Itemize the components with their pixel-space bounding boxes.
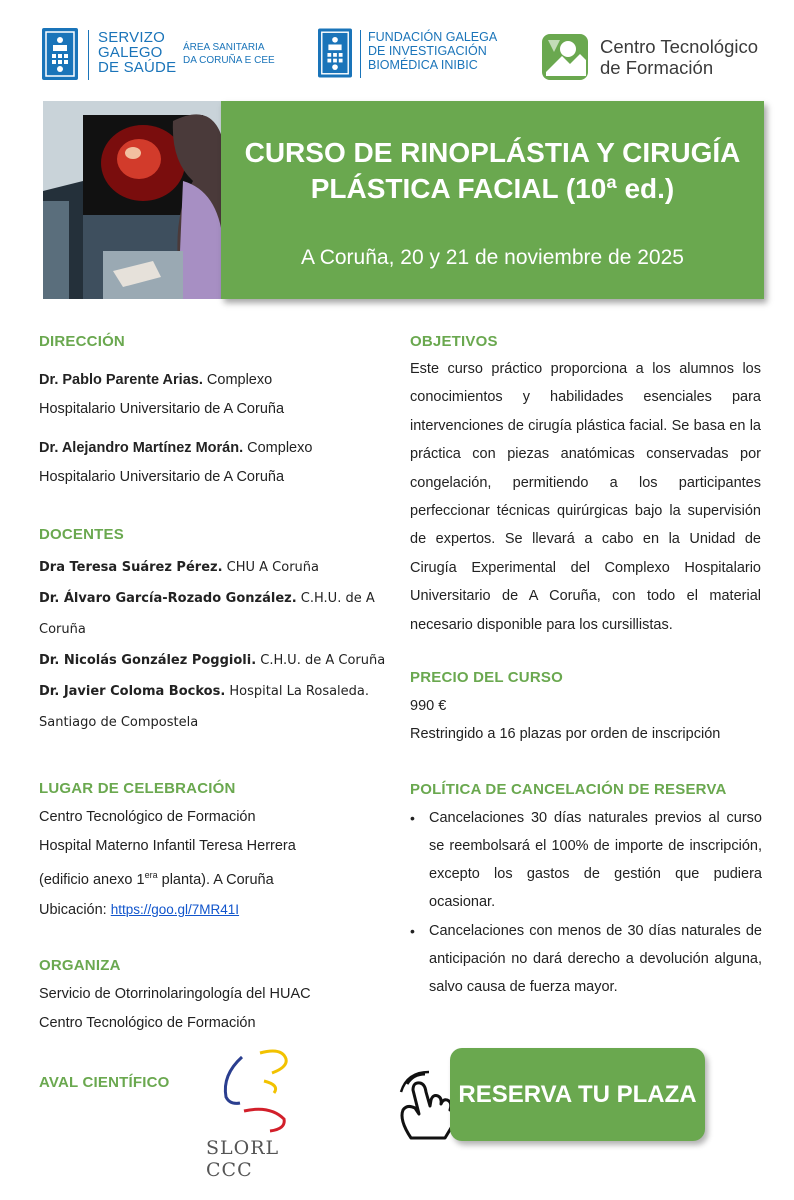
docente-1: Dra Teresa Suárez Pérez. CHU A Coruña — [39, 560, 319, 575]
docente-4: Dr. Javier Coloma Bockos. Hospital La Rosaleda. — [39, 684, 370, 699]
docente-2: Dr. Álvaro García-Rozado González. C.H.U. de A — [39, 591, 375, 606]
aval-heading: AVAL CIENTÍFICO — [39, 1074, 170, 1091]
ubicacion-link[interactable]: https://goo.gl/7MR41I — [110, 901, 240, 917]
sgs-name: SERVIZO GALEGO DE SAÚDE — [98, 29, 177, 76]
slorl-logo — [200, 1045, 330, 1181]
course-title: CURSO DE RINOPLÁSTIA Y CIRUGÍA PLÁSTICA FACIAL (10ª ed.) — [244, 137, 741, 204]
direccion-person-1: Dr. Pablo Parente Arias. Complexo Hospitalario Universitario de A Coruña — [39, 372, 285, 417]
xunta-emblem-icon — [318, 28, 352, 78]
sgs-area: ÁREA SANITARIA DA CORUÑA E CEE — [183, 42, 275, 66]
slorl-logo-icon — [200, 1045, 330, 1140]
fundacion-logo — [318, 28, 508, 84]
objetivos-text: Este curso práctico proporciona a los alumnos los conocimientos y habilidades esenciales para intervenciones de cirugía plástica facial. Se basa en la práctica con piezas anatómicas conservadas por congelación, permitiendo a los participantes perfeccionar técnicas quirúrgicas bajo la supervisión de expertos. Se llevará a cabo en la Unidad de Cirugía Experimental del Complexo Hospitalario Universitario de A Coruña, con todo el material necesario disponible para los cursillistas. — [410, 361, 761, 633]
surgery-photo — [43, 101, 223, 299]
course-banner — [221, 101, 764, 299]
objetivos-heading: OBJETIVOS — [410, 333, 498, 350]
organiza-heading: ORGANIZA — [39, 957, 121, 974]
docente-3: Dr. Nicolás González Poggioli. C.H.U. de A Coruña — [39, 653, 386, 668]
precio-text — [410, 692, 770, 748]
ctf-logo-icon — [540, 32, 590, 82]
cancelacion-bullet-1: • Cancelaciones 30 días naturales previos al curso se reembolsará el 100% de importe de inscripción, excepto los gastos de gestión que pudiera ocasionar. — [410, 810, 762, 910]
slorl-logo-text: SLORL CCC — [206, 1137, 280, 1181]
course-date: A Coruña, 20 y 21 de noviembre de 2025 — [301, 246, 684, 269]
precio-heading: PRECIO DEL CURSO — [410, 669, 563, 686]
reserve-button[interactable]: RESERVA TU PLAZA — [450, 1048, 705, 1141]
lugar-heading: LUGAR DE CELEBRACIÓN — [39, 780, 236, 797]
cancelacion-heading: POLÍTICA DE CANCELACIÓN DE RESERVA — [410, 781, 727, 798]
logo-divider — [88, 30, 89, 80]
ctf-name: Centro Tecnológico de Formación — [600, 36, 759, 78]
cancelacion-bullet-2: • Cancelaciones con menos de 30 días naturales de anticipación no dará derecho a devolución alguna, salvo causa de fuerza mayor. — [410, 923, 762, 995]
fundacion-name: FUNDACIÓN GALEGA DE INVESTIGACIÓN BIOMÉDICA INIBIC — [368, 30, 498, 72]
docentes-heading: DOCENTES — [39, 526, 124, 543]
xunta-emblem-icon — [42, 28, 78, 80]
logo-divider — [360, 30, 361, 78]
organiza-text: Servicio de Otorrinolaringología del HUAC Centro Tecnológico de Formación — [39, 986, 311, 1031]
direccion-heading: DIRECCIÓN — [39, 333, 125, 350]
precio-note: Restringido a 16 plazas por orden de inscripción — [410, 726, 721, 742]
precio-amount: 990 € — [410, 698, 447, 714]
sgs-logo — [42, 28, 282, 84]
direccion-person-2: Dr. Alejandro Martínez Morán. Complexo Hospitalario Universitario de A Coruña — [39, 440, 313, 485]
docentes-list: Dra Teresa Suárez Pérez. CHU A Coruña Dr. Álvaro García-Rozado González. C.H.U. de A Coruña Dr. Nicolás González Poggioli. C.H.U. de A Coruña Dr. Javier Coloma Bockos. Hospital La Rosaleda. Santiago de Compostela — [39, 552, 389, 738]
lugar-text: Centro Tecnológico de Formación Hospital Materno Infantil Teresa Herrera (edificio anexo $1^{era}$ planta). A Coruña Ubicación: https://goo.gl/7MR41I — [39, 809, 296, 918]
ctf-logo — [540, 30, 770, 84]
